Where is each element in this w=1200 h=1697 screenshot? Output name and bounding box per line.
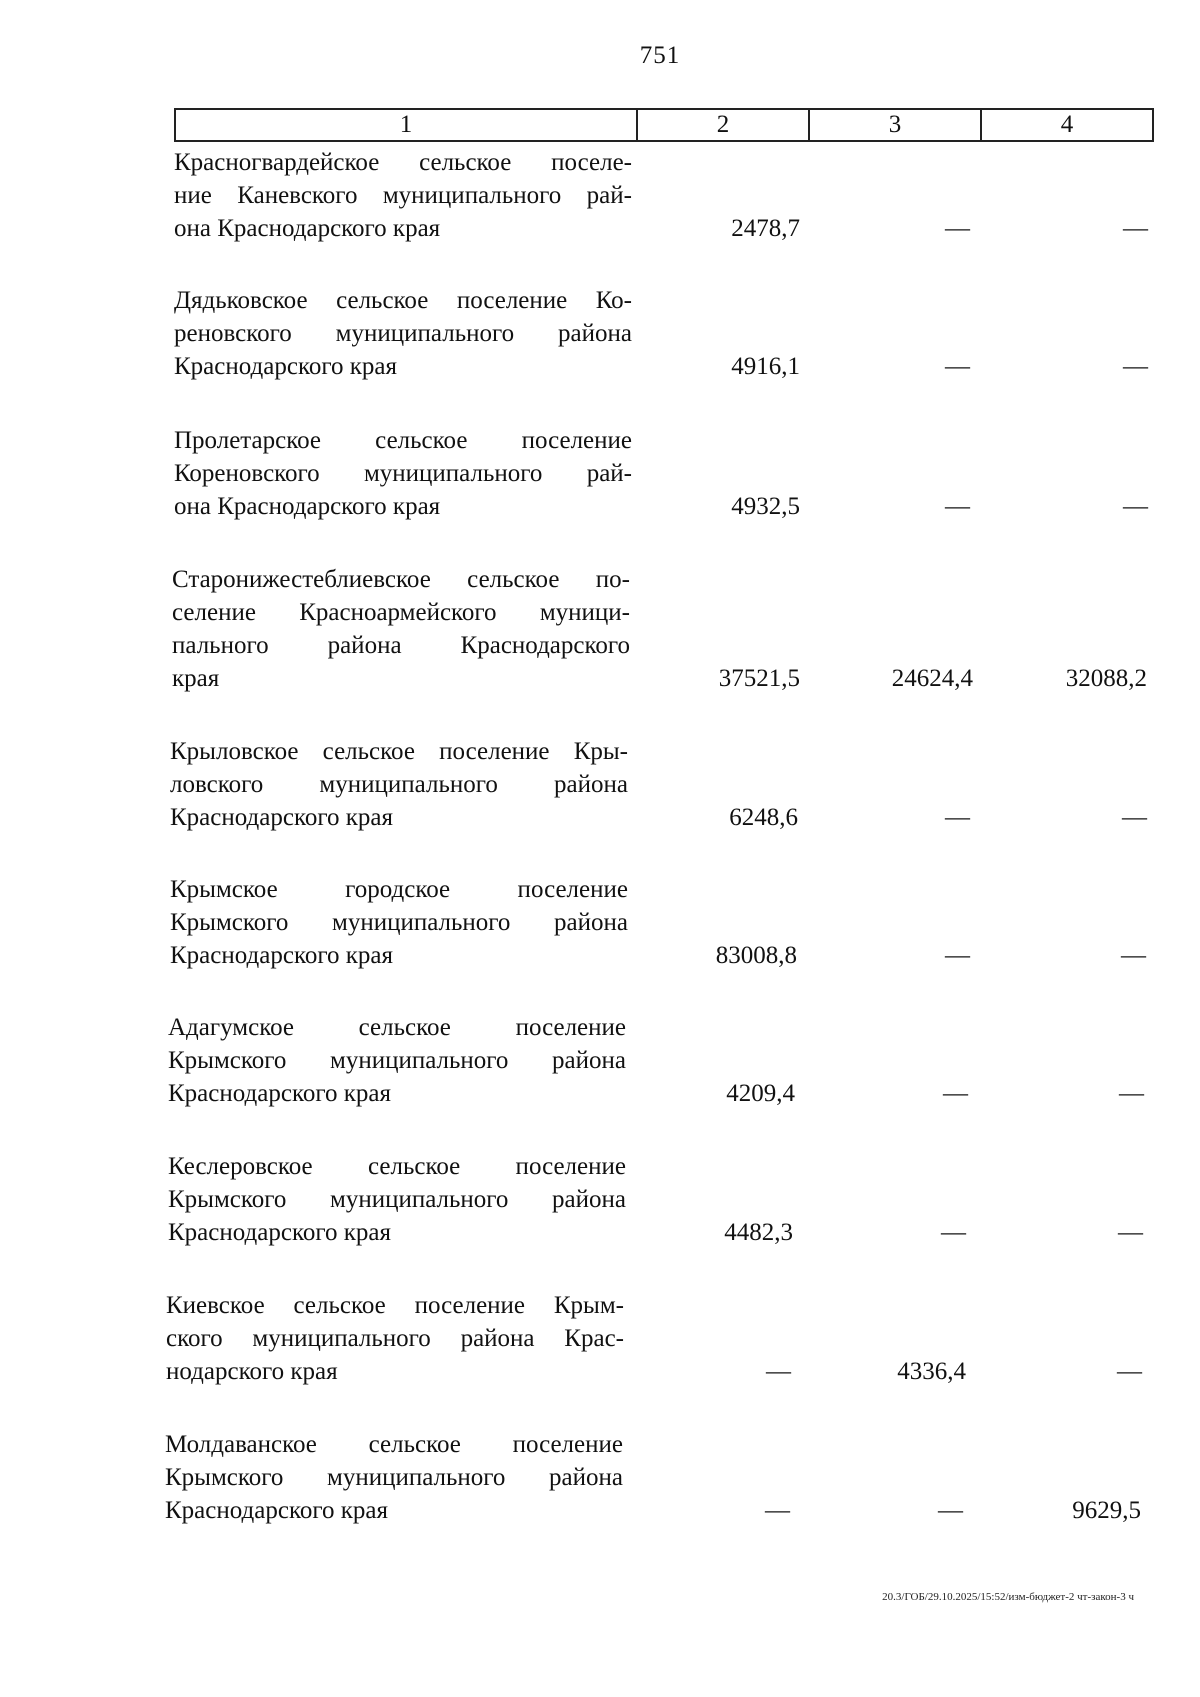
settlement-name: [170, 735, 628, 834]
settlement-name-line: Старонижестеблиевское сельское по-: [172, 566, 630, 593]
settlement-name-line: ского муниципального района Крас-: [166, 1325, 624, 1352]
cell-c2: 4482,3: [724, 1219, 793, 1246]
settlement-name-line: нодарского края: [166, 1358, 338, 1385]
settlement-name-line: реновского муниципального района: [174, 320, 632, 347]
table-row: [0, 873, 1200, 972]
cell-c4: —: [1123, 353, 1148, 380]
settlement-name-line: Крымского муниципального района: [170, 909, 628, 936]
settlement-name-line: Краснодарского края: [165, 1497, 388, 1524]
settlement-name-line: Крымского муниципального района: [168, 1186, 626, 1213]
settlement-name-line: края: [172, 665, 220, 692]
settlement-name-line: она Краснодарского края: [174, 493, 441, 520]
cell-c4: —: [1122, 804, 1147, 831]
settlement-name: [165, 1428, 623, 1527]
table-row: [0, 1289, 1200, 1388]
cell-c2: 37521,5: [718, 665, 800, 692]
cell-c4: —: [1119, 1080, 1144, 1107]
cell-c2: 6248,6: [729, 804, 798, 831]
settlement-name: [174, 424, 632, 523]
settlement-name-line: ние Каневского муниципального рай-: [174, 182, 632, 209]
settlement-name-line: Киевское сельское поселение Крым-: [166, 1292, 624, 1319]
settlement-name: [174, 284, 632, 383]
settlement-name: [170, 873, 628, 972]
cell-c4: 9629,5: [1072, 1497, 1141, 1524]
settlement-name-line: Красногвардейское сельское поселе-: [174, 149, 632, 176]
cell-c3: —: [945, 804, 970, 831]
settlement-name-line: Кореновского муниципального рай-: [174, 460, 632, 487]
settlement-name-line: Кеслеровское сельское поселение: [168, 1153, 626, 1180]
table-row: [0, 1150, 1200, 1249]
settlement-name-line: пального района Краснодарского: [172, 632, 630, 659]
table-row: [0, 284, 1200, 383]
cell-c2: —: [766, 1358, 791, 1385]
cell-c4: 32088,2: [1065, 665, 1147, 692]
settlement-name: [168, 1150, 626, 1249]
cell-c3: —: [941, 1219, 966, 1246]
cell-c2: 4209,4: [726, 1080, 795, 1107]
settlement-name: [166, 1289, 624, 1388]
cell-c4: —: [1123, 215, 1148, 242]
cell-c4: —: [1118, 1219, 1143, 1246]
table-row: [0, 146, 1200, 245]
settlement-name-line: она Краснодарского края: [174, 215, 441, 242]
column-header-table: [174, 108, 1154, 142]
page-number: 751: [639, 42, 681, 69]
settlement-name-line: Пролетарское сельское поселение: [174, 427, 632, 454]
cell-c2: —: [765, 1497, 790, 1524]
settlement-name-line: Крымского муниципального района: [168, 1047, 626, 1074]
table-row: [0, 1011, 1200, 1110]
cell-c3: —: [943, 1080, 968, 1107]
cell-c3: —: [938, 1497, 963, 1524]
table-row: [0, 563, 1200, 695]
settlement-name-line: Краснодарского края: [168, 1219, 391, 1246]
settlement-name-line: Дядьковское сельское поселение Ко-: [174, 287, 632, 314]
cell-c2: 4916,1: [731, 353, 800, 380]
column-header-row: [175, 109, 1153, 141]
settlement-name-line: Краснодарского края: [168, 1080, 391, 1107]
cell-c3: —: [945, 215, 970, 242]
cell-c3: 24624,4: [891, 665, 973, 692]
settlement-name-line: Краснодарского края: [174, 353, 397, 380]
settlement-name-line: Крымское городское поселение: [170, 876, 628, 903]
cell-c3: 4336,4: [897, 1358, 966, 1385]
settlement-name-line: Крыловское сельское поселение Кры-: [170, 738, 628, 765]
settlement-name: [174, 146, 632, 245]
cell-c2: 83008,8: [715, 942, 797, 969]
document-footer-code: 20.3/ГОБ/29.10.2025/15:52/изм-бюджет-2 чт-закон-3 ч: [882, 1591, 1134, 1603]
settlement-name-line: Молдаванское сельское поселение: [165, 1431, 623, 1458]
settlement-name-line: Крымского муниципального района: [165, 1464, 623, 1491]
cell-c4: —: [1121, 942, 1146, 969]
settlement-name: [168, 1011, 626, 1110]
cell-c4: —: [1123, 493, 1148, 520]
column-header-1: 1: [175, 109, 637, 141]
settlement-name-line: Краснодарского края: [170, 942, 393, 969]
cell-c3: —: [945, 493, 970, 520]
column-header-4: 4: [981, 109, 1153, 141]
table-row: [0, 735, 1200, 834]
settlement-name-line: ловского муниципального района: [170, 771, 628, 798]
settlement-name: [172, 563, 630, 695]
column-header-3: 3: [809, 109, 981, 141]
cell-c2: 2478,7: [731, 215, 800, 242]
table-row: [0, 424, 1200, 523]
cell-c3: —: [945, 942, 970, 969]
settlement-name-line: Адагумское сельское поселение: [168, 1014, 626, 1041]
column-header-2: 2: [637, 109, 809, 141]
cell-c3: —: [945, 353, 970, 380]
settlement-name-line: селение Красноармейского муници-: [172, 599, 630, 626]
settlement-name-line: Краснодарского края: [170, 804, 393, 831]
cell-c2: 4932,5: [731, 493, 800, 520]
cell-c4: —: [1117, 1358, 1142, 1385]
table-row: [0, 1428, 1200, 1527]
